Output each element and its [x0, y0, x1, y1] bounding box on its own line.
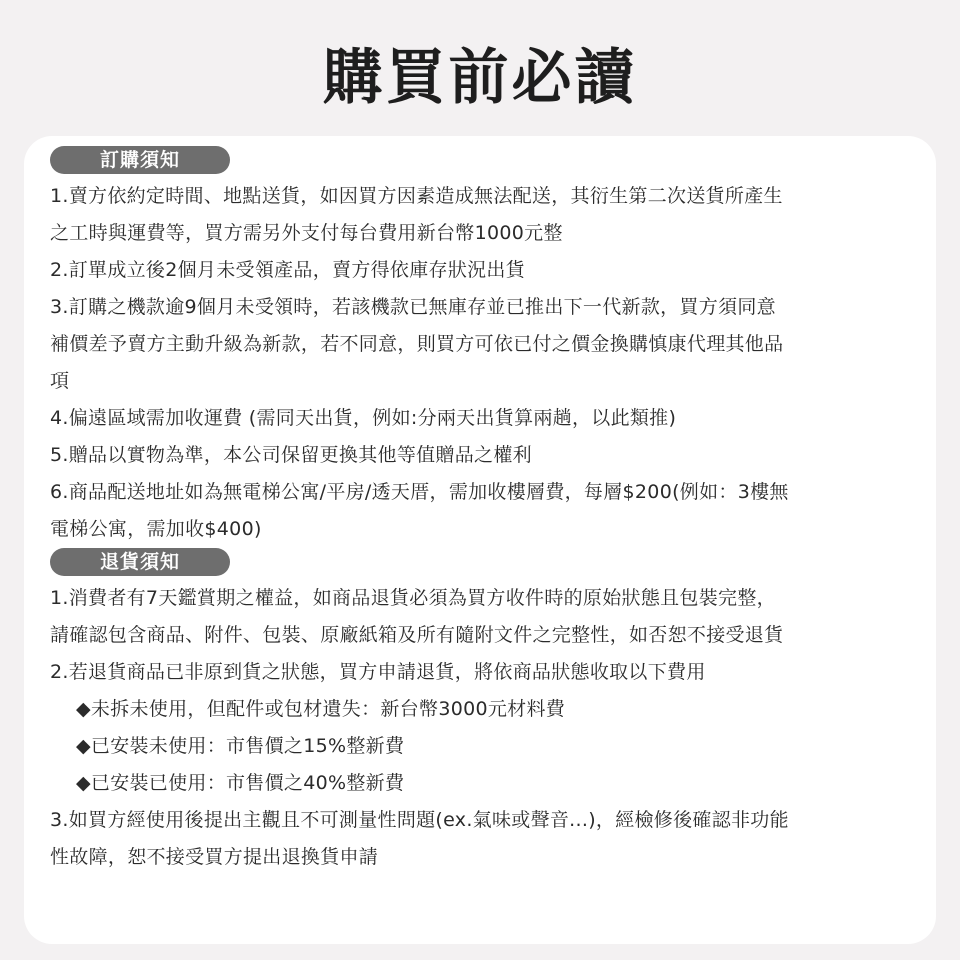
order-line: 之工時與運費等，買方需另外支付每台費用新台幣1000元整	[50, 222, 563, 244]
notice-card	[24, 136, 936, 944]
order-line: 電梯公寓，需加收$400)	[50, 518, 262, 540]
return-line: 性故障，恕不接受買方提出退換貨申請	[50, 846, 379, 868]
return-line: 2.若退貨商品已非原到貨之狀態，買方申請退貨，將依商品狀態收取以下費用	[50, 661, 706, 683]
order-line: 補價差予賣方主動升級為新款，若不同意，則買方可依已付之價金換購慎康代理其他品	[50, 333, 784, 355]
page-title: 購買前必讀	[322, 43, 638, 113]
order-line: 1.賣方依約定時間、地點送貨，如因買方因素造成無法配送，其衍生第二次送貨所產生	[50, 185, 783, 207]
section-badge-return: 退貨須知	[50, 548, 230, 576]
order-line: 4.偏遠區域需加收運費 (需同天出貨，例如:分兩天出貨算兩趟，以此類推)	[50, 407, 677, 429]
return-fee-item: ◆已安裝未使用：市售價之15%整新費	[76, 735, 405, 757]
order-line: 項	[50, 370, 70, 392]
return-line: 3.如買方經使用後提出主觀且不可測量性問題(ex.氣味或聲音...)，經檢修後確認非功能	[50, 809, 789, 831]
notice-content	[50, 146, 920, 876]
order-line: 5.贈品以實物為準，本公司保留更換其他等值贈品之權利	[50, 444, 532, 466]
order-line: 3.訂購之機款逾9個月未受領時，若該機款已無庫存並已推出下一代新款，買方須同意	[50, 296, 776, 318]
return-fee-item: ◆已安裝已使用：市售價之40%整新費	[76, 772, 405, 794]
return-line: 1.消費者有7天鑑賞期之權益，如商品退貨必須為買方收件時的原始狀態且包裝完整，	[50, 587, 776, 609]
section-badge-order: 訂購須知	[50, 146, 230, 174]
order-line: 6.商品配送地址如為無電梯公寓/平房/透天厝，需加收樓層費，每層$200(例如：3樓無	[50, 481, 789, 503]
section-order-header	[50, 146, 920, 178]
return-fee-item: ◆未拆未使用，但配件或包材遺失：新台幣3000元材料費	[76, 698, 566, 720]
return-line: 請確認包含商品、附件、包裝、原廠紙箱及所有隨附文件之完整性，如否恕不接受退貨	[50, 624, 784, 646]
order-line: 2.訂單成立後2個月未受領產品，賣方得依庫存狀況出貨	[50, 259, 526, 281]
section-return-header	[50, 548, 920, 580]
